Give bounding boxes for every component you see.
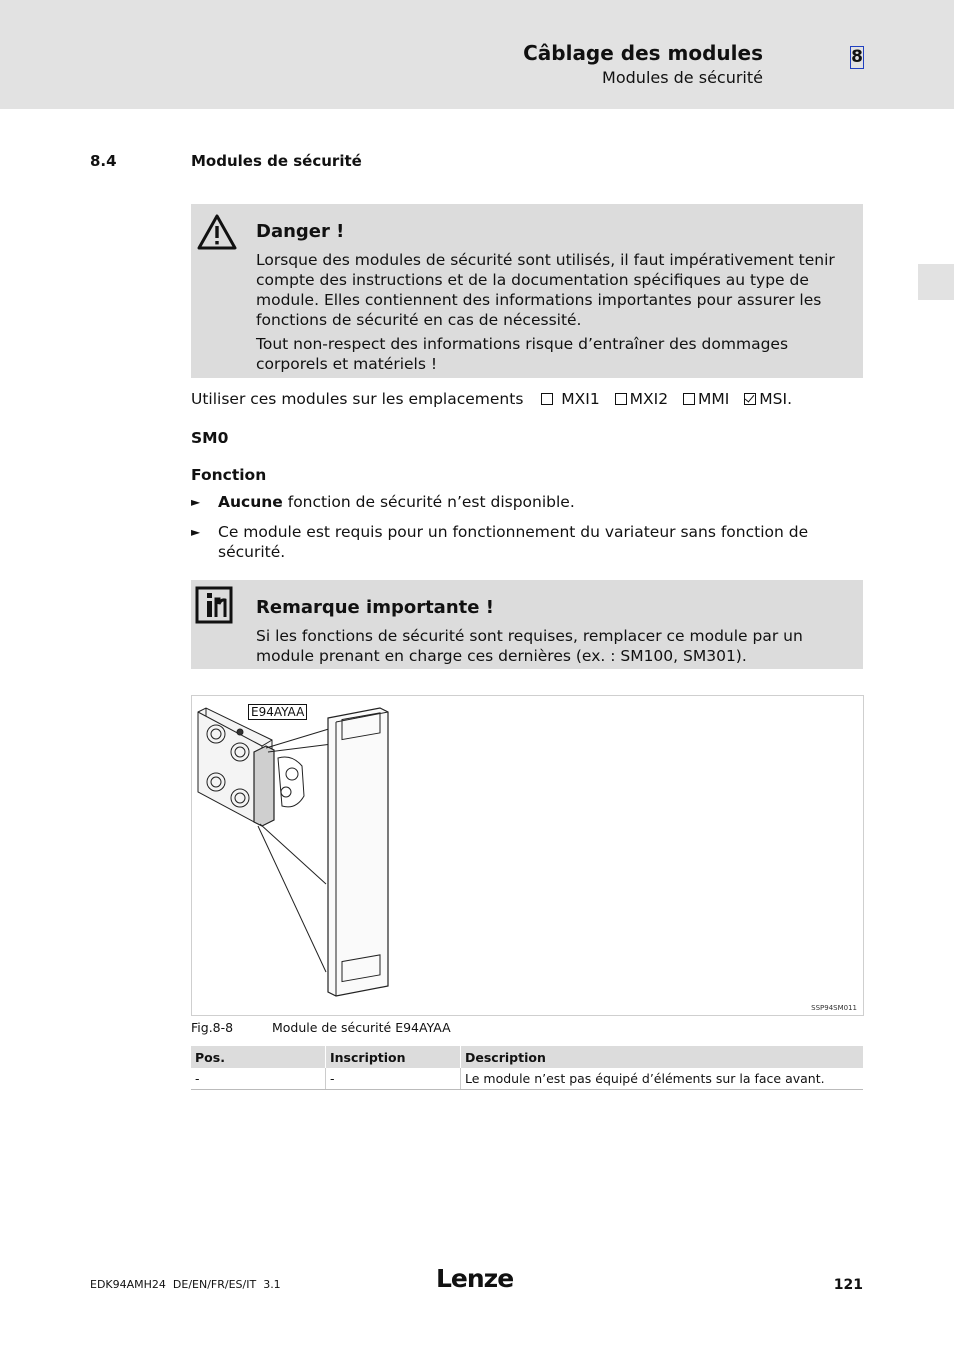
figure-caption-text: Module de sécurité E94AYAA bbox=[272, 1020, 451, 1035]
slot-mxi1: MXI1 bbox=[541, 390, 599, 408]
checkbox-icon bbox=[615, 393, 627, 405]
table-cell: Le module n’est pas équipé d’éléments sur la face avant. bbox=[461, 1068, 864, 1090]
checkbox-checked-icon bbox=[744, 393, 756, 405]
danger-text bbox=[256, 250, 856, 378]
table-cell: - bbox=[326, 1068, 461, 1090]
danger-title: Danger ! bbox=[256, 221, 345, 242]
function-heading: Fonction bbox=[191, 466, 267, 484]
page-header bbox=[0, 0, 954, 109]
figure-label: E94AYAA bbox=[248, 704, 307, 720]
slot-mxi2: MXI2 bbox=[615, 390, 668, 408]
slots-intro: Utiliser ces modules sur les emplacements bbox=[191, 390, 524, 408]
table-cell: - bbox=[191, 1068, 326, 1090]
chapter-tab bbox=[918, 264, 954, 300]
table-header-row bbox=[191, 1046, 863, 1068]
section-number: 8.4 bbox=[90, 152, 117, 170]
note-title: Remarque importante ! bbox=[256, 597, 494, 618]
document-id: EDK94AMH24 DE/EN/FR/ES/IT 3.1 bbox=[90, 1278, 281, 1291]
column-header: Pos. bbox=[191, 1046, 326, 1068]
checkbox-icon bbox=[683, 393, 695, 405]
figure-caption-number: Fig.8-8 bbox=[191, 1020, 234, 1035]
info-icon bbox=[195, 586, 235, 626]
module-illustration bbox=[192, 696, 863, 1015]
warning-icon bbox=[196, 213, 238, 251]
chapter-subtitle: Modules de sécurité bbox=[602, 68, 763, 87]
bullet-arrow-icon: ► bbox=[191, 525, 201, 539]
slot-msi: MSI. bbox=[744, 390, 792, 408]
danger-box bbox=[191, 204, 863, 378]
checkbox-icon bbox=[541, 393, 553, 405]
slot-mmi: MMI bbox=[683, 390, 729, 408]
page-number: 121 bbox=[833, 1277, 863, 1293]
figure-frame bbox=[191, 695, 864, 1016]
figure-code: SSP94SM011 bbox=[811, 1004, 857, 1012]
column-header: Inscription bbox=[326, 1046, 461, 1068]
chapter-number: 8 bbox=[851, 47, 863, 67]
note-text: Si les fonctions de sécurité sont requises, remplacer ce module par un module prenant en charge ces dernières (ex. : SM100, SM301). bbox=[256, 627, 803, 665]
note-box bbox=[191, 580, 863, 669]
module-heading: SM0 bbox=[191, 429, 229, 447]
bullet-arrow-icon: ► bbox=[191, 495, 201, 509]
bullet-item: Ce module est requis pour un fonctionnement du variateur sans fonction de sécurité. bbox=[218, 523, 809, 561]
danger-paragraph: Lorsque des modules de sécurité sont utilisés, il faut impérativement tenir compte des instructions et de la documentation spécifiques au type de module. Elles contiennent des informations importantes pour assurer les fonctions de sécurité en cas de nécessité. bbox=[256, 251, 835, 329]
slots-line bbox=[191, 389, 792, 409]
column-header: Description bbox=[461, 1046, 864, 1068]
lenze-logo: Lenze bbox=[436, 1264, 514, 1293]
bullet-item: Aucune fonction de sécurité n’est disponible. bbox=[218, 493, 575, 511]
legend-table bbox=[191, 1046, 863, 1090]
table-row bbox=[191, 1068, 863, 1090]
chapter-title: Câblage des modules bbox=[523, 41, 763, 65]
danger-paragraph: Tout non-respect des informations risque d’entraîner des dommages corporels et matériels ! bbox=[256, 335, 789, 373]
section-title: Modules de sécurité bbox=[191, 152, 362, 170]
